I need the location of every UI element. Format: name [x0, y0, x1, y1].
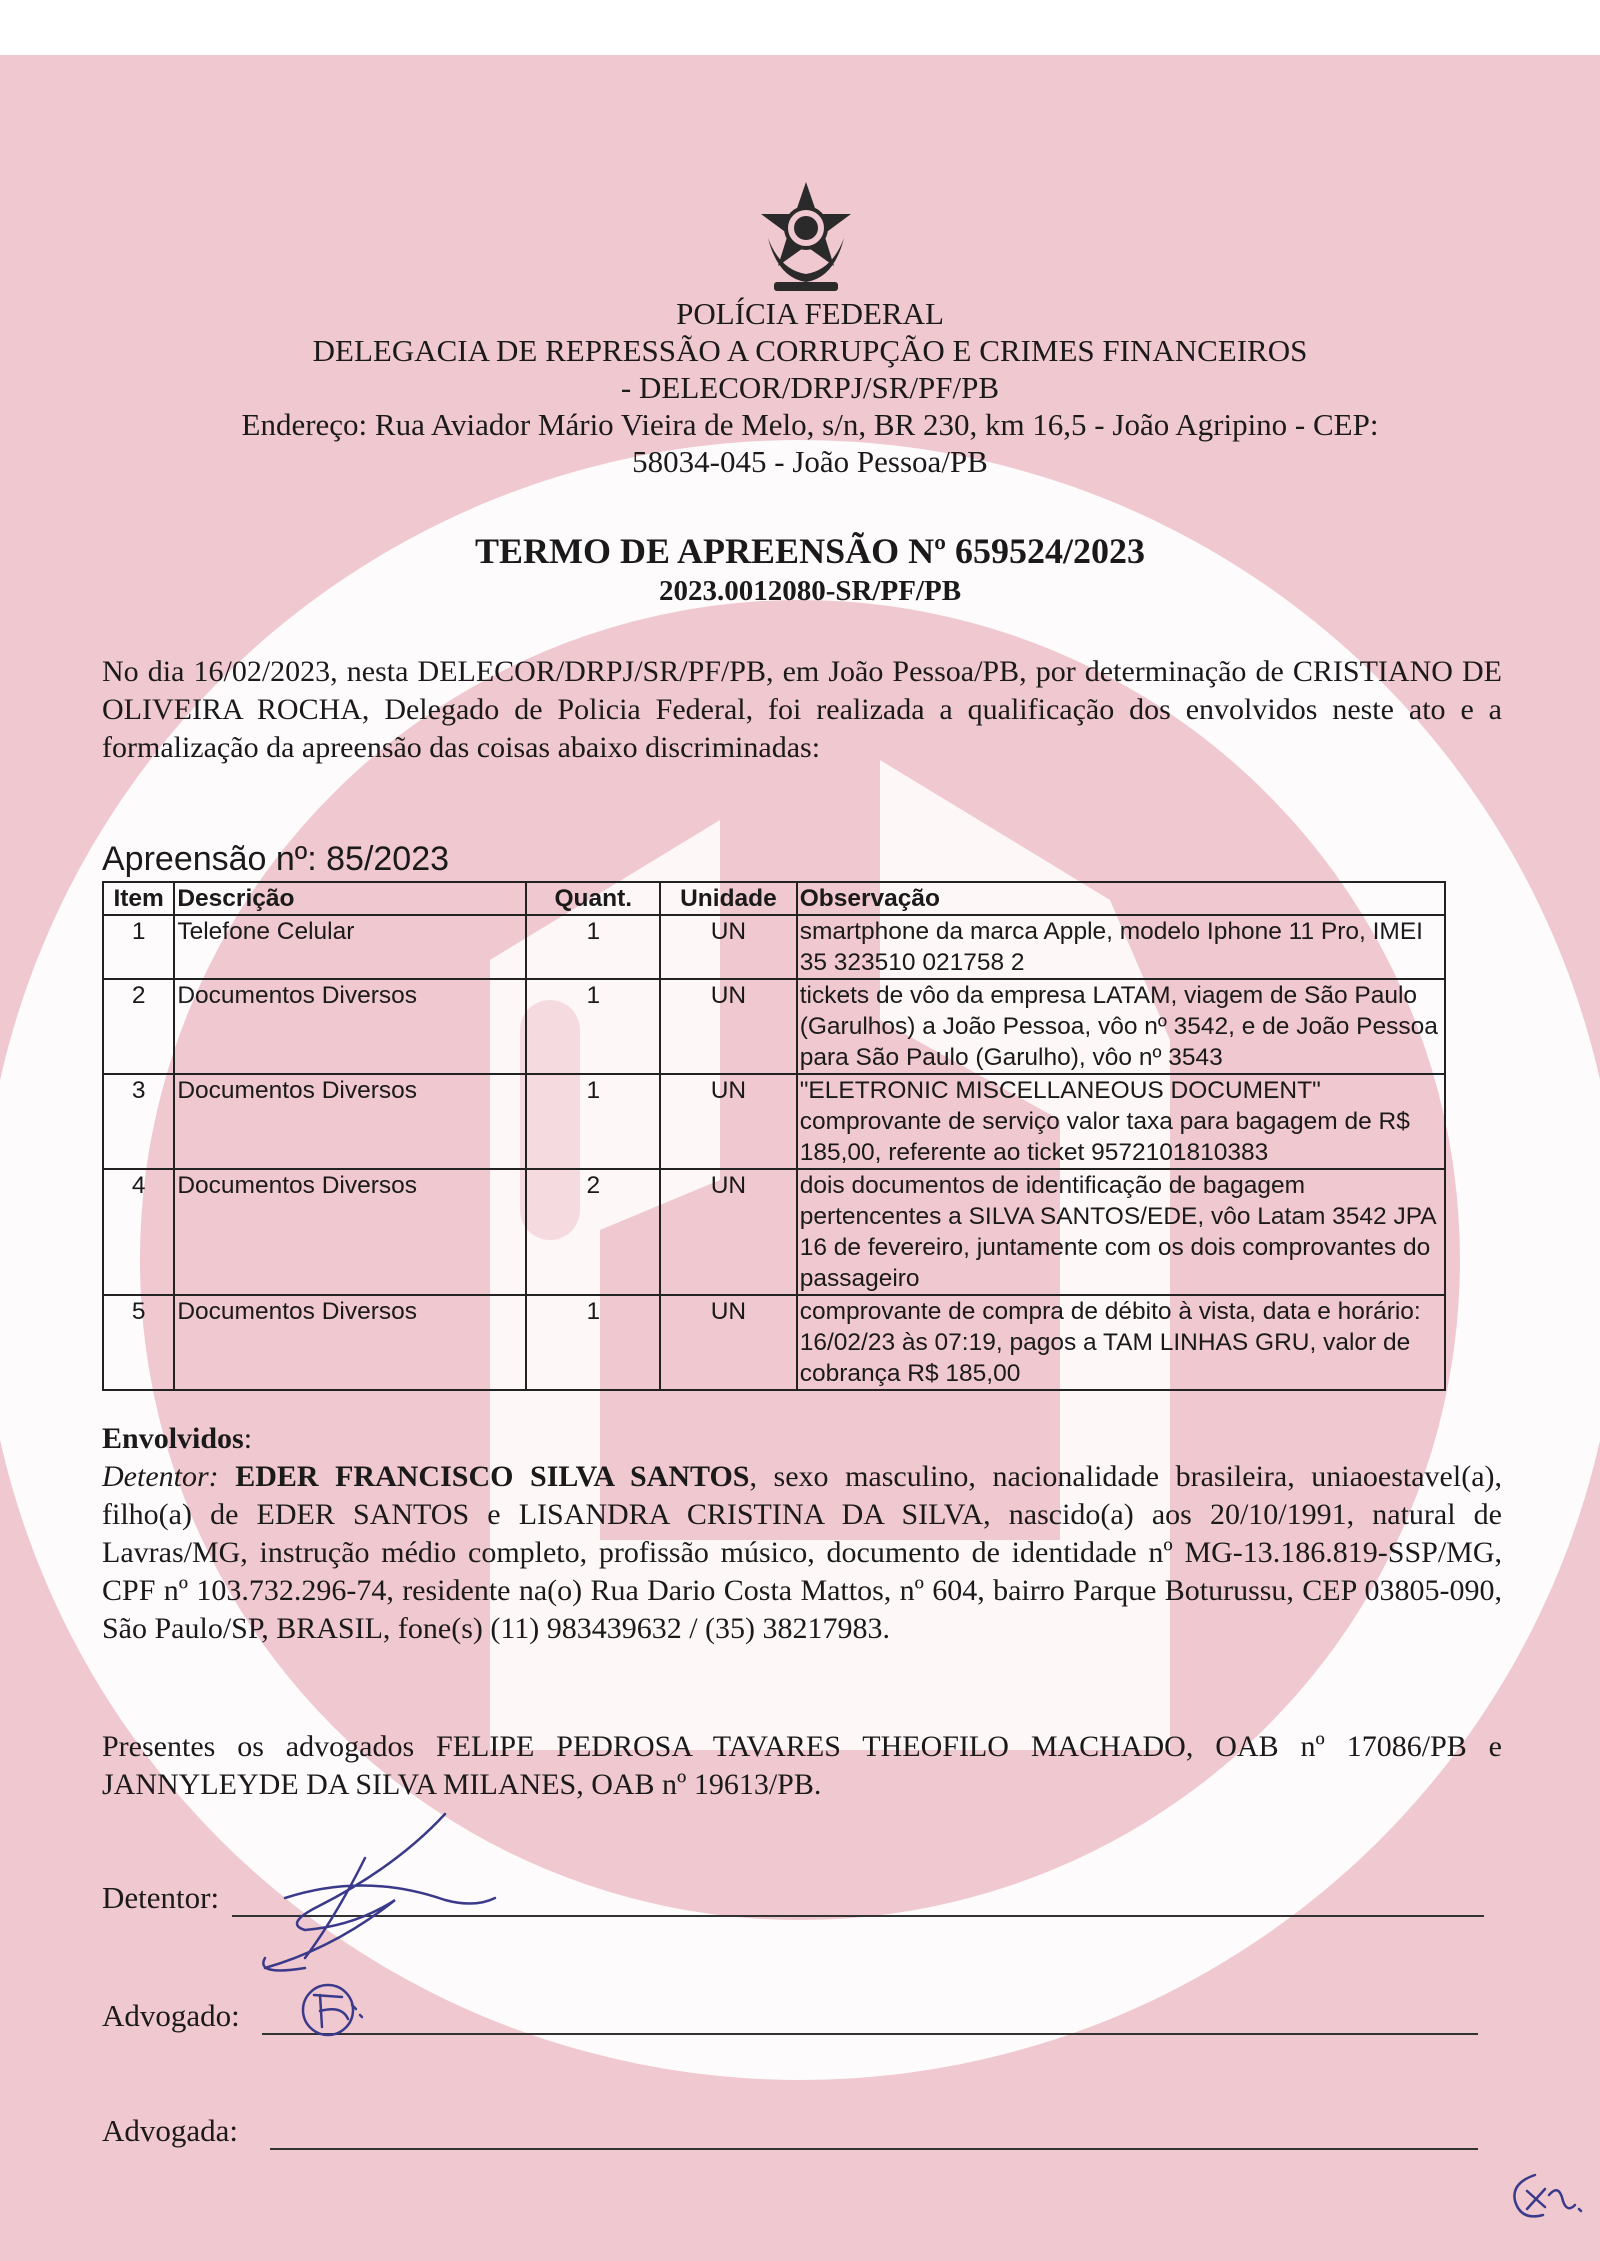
document-title: TERMO DE APREENSÃO Nº 659524/2023	[475, 531, 1145, 571]
table-row	[103, 915, 1445, 979]
signature-line-advogada	[270, 2148, 1478, 2150]
handwritten-initials-advogado	[290, 1975, 380, 2045]
signature-label-detentor: Detentor:	[102, 1880, 220, 1915]
cell-item: 4	[103, 1169, 174, 1295]
column-header-unit: Unidade	[660, 882, 797, 915]
column-header-observation: Observação	[797, 882, 1445, 915]
table-row	[103, 1169, 1445, 1295]
column-header-quantity: Quant.	[526, 882, 660, 915]
involved-heading: Envolvidos	[102, 1422, 244, 1455]
seizure-number: Apreensão nº: 85/2023	[102, 840, 450, 878]
cell-unit: UN	[660, 1295, 797, 1390]
seized-items-table	[102, 881, 1446, 1391]
involved-section: Envolvidos: Detentor: EDER FRANCISCO SILVA SANTOS, sexo masculino, nacionalidade brasileira, uniaoestavel(a), filho(a) de EDER SANTOS e LISANDRA CRISTINA DA SILVA, nascido(a) aos 20/10/1991, natural de Lavras/MG, instrução médio completo, profissão músico, documento de identidade nº MG-13.186.819-SSP/MG, CPF nº 103.732.296-74, residente na(o) Rua Dario Costa Mattos, nº 604, bairro Parque Boturussu, CEP 03805-090, São Paulo/SP, BRASIL, fone(s) (11) 983439632 / (35) 38217983.	[102, 1420, 1502, 1648]
cell-description: Documentos Diversos	[174, 1295, 526, 1390]
cell-item: 3	[103, 1074, 174, 1169]
document-header	[120, 295, 1500, 480]
cell-description: Documentos Diversos	[174, 1074, 526, 1169]
intro-paragraph: No dia 16/02/2023, nesta DELECOR/DRPJ/SR/PF/PB, em João Pessoa/PB, por determinação de CRISTIANO DE OLIVEIRA ROCHA, Delegado de Policia Federal, foi realizada a qualificação dos envolvidos neste ato e a formalização da apreensão das coisas abaixo discriminadas:	[102, 655, 1502, 764]
cell-unit: UN	[660, 979, 797, 1074]
cell-observation: dois documentos de identificação de bagagem pertencentes a SILVA SANTOS/EDE, vôo Latam 3542 JPA 16 de fevereiro, juntamente com os dois comprovantes do passageiro	[797, 1169, 1445, 1295]
cell-observation: tickets de vôo da empresa LATAM, viagem de São Paulo (Garulhos) a João Pessoa, vôo nº 3542, e de João Pessoa para São Paulo (Garulho), vôo nº 3543	[797, 979, 1445, 1074]
document-subtitle: 2023.0012080-SR/PF/PB	[658, 575, 962, 607]
table-header-row	[103, 882, 1445, 915]
column-header-description: Descrição	[174, 882, 526, 915]
handwritten-signature-detentor	[245, 1808, 505, 1978]
unit-name: DELEGACIA DE REPRESSÃO A CORRUPÇÃO E CRIMES FINANCEIROS	[312, 333, 1308, 368]
org-name: POLÍCIA FEDERAL	[676, 296, 944, 331]
cell-observation: "ELETRONIC MISCELLANEOUS DOCUMENT" comprovante de serviço valor taxa para bagagem de R$ 185,00, referente ao ticket 9572101810383	[797, 1074, 1445, 1169]
address-line-2: 58034-045 - João Pessoa/PB	[632, 444, 988, 479]
table-row	[103, 1074, 1445, 1169]
signature-line-advogado	[262, 2033, 1478, 2035]
cell-quantity: 1	[526, 915, 660, 979]
column-header-item: Item	[103, 882, 174, 915]
cell-observation: comprovante de compra de débito à vista, data e horário: 16/02/23 às 07:19, pagos a TAM LINHAS GRU, valor de cobrança R$ 185,00	[797, 1295, 1445, 1390]
table-row	[103, 1295, 1445, 1390]
unit-code: - DELECOR/DRPJ/SR/PF/PB	[620, 370, 1000, 405]
address-line-1: Endereço: Rua Aviador Mário Vieira de Melo, s/n, BR 230, km 16,5 - João Agripino - CEP:	[241, 407, 1379, 442]
cell-item: 5	[103, 1295, 174, 1390]
cell-description: Documentos Diversos	[174, 979, 526, 1074]
cell-quantity: 1	[526, 1074, 660, 1169]
cell-unit: UN	[660, 1074, 797, 1169]
detainee-paragraph	[102, 1458, 1502, 1648]
cell-quantity: 1	[526, 979, 660, 1074]
detainee-role: Detentor:	[102, 1460, 219, 1493]
cell-quantity: 2	[526, 1169, 660, 1295]
signature-label-advogado: Advogado:	[102, 1998, 240, 2033]
cell-item: 2	[103, 979, 174, 1074]
cell-quantity: 1	[526, 1295, 660, 1390]
cell-description: Documentos Diversos	[174, 1169, 526, 1295]
cell-observation: smartphone da marca Apple, modelo Iphone 11 Pro, IMEI 35 323510 021758 2	[797, 915, 1445, 979]
cell-item: 1	[103, 915, 174, 979]
detainee-name: EDER FRANCISCO SILVA SANTOS	[235, 1460, 750, 1493]
cell-description: Telefone Celular	[174, 915, 526, 979]
cell-unit: UN	[660, 915, 797, 979]
brazil-coat-of-arms-icon	[756, 178, 856, 298]
table-row	[103, 979, 1445, 1074]
cell-unit: UN	[660, 1169, 797, 1295]
signature-label-advogada: Advogada:	[102, 2113, 239, 2148]
detainee-details: , sexo masculino, nacionalidade brasileira, uniaoestavel(a), filho(a) de EDER SANTOS e LISANDRA CRISTINA DA SILVA, nascido(a) aos 20/10/1991, natural de Lavras/MG, instrução médio completo, profissão músico, documento de identidade nº MG-13.186.819-SSP/MG, CPF nº 103.732.296-74, residente na(o) Rua Dario Costa Mattos, nº 604, bairro Parque Boturussu, CEP 03805-090, São Paulo/SP, BRASIL, fone(s) (11) 983439632 / (35) 38217983.	[102, 1460, 1503, 1645]
handwritten-page-initials	[1505, 2165, 1585, 2230]
lawyers-paragraph: Presentes os advogados FELIPE PEDROSA TAVARES THEOFILO MACHADO, OAB nº 17086/PB e JANNYLEYDE DA SILVA MILANES, OAB nº 19613/PB.	[102, 1730, 1502, 1801]
